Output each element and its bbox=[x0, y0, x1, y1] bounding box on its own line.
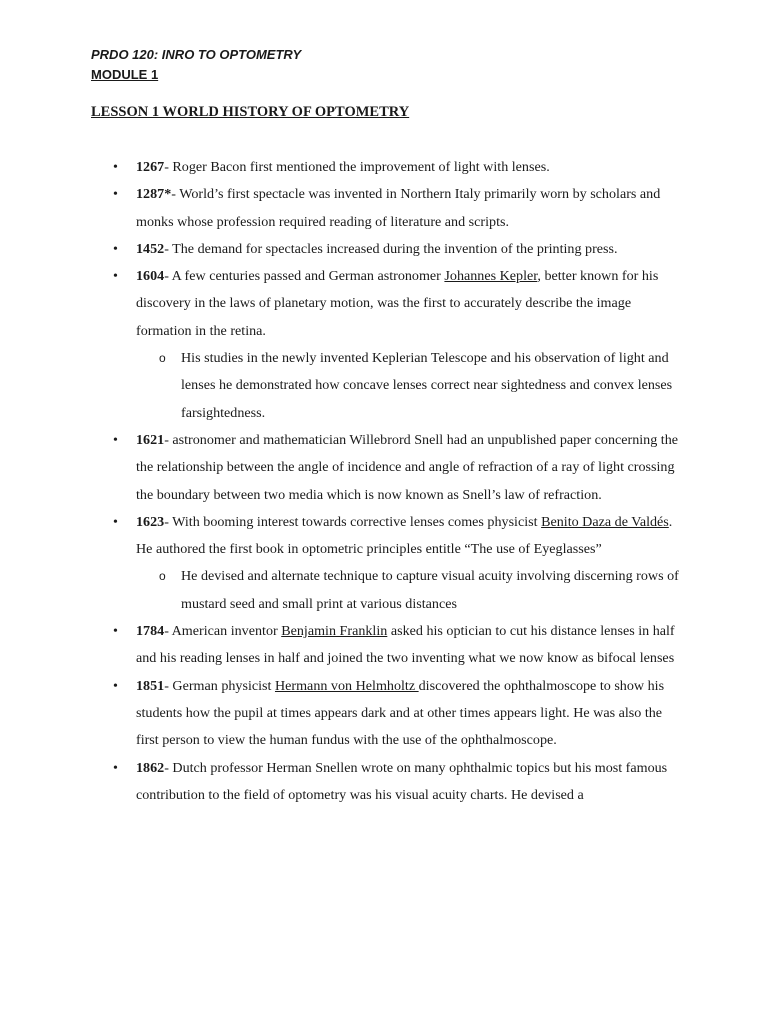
bullet-icon: • bbox=[113, 187, 118, 203]
entry-text-after-link: . He authored the first book in optometric principles entitle “The use of Eyeglasses” bbox=[136, 513, 673, 558]
link-benjamin-franklin[interactable]: Benjamin Franklin bbox=[281, 623, 388, 640]
timeline-entry-1287 bbox=[113, 181, 684, 236]
course-title: PRDO 120: INRO TO OPTOMETRY bbox=[91, 47, 302, 62]
entry-year: 1784 bbox=[136, 623, 165, 640]
timeline-entry-1851 bbox=[113, 673, 684, 755]
entry-text-after-link: , better known for his discovery in the laws of planetary motion, was the first to accurately describe the image formation in the retina. bbox=[136, 268, 659, 339]
bullet-icon: • bbox=[113, 432, 118, 448]
bullet-icon: • bbox=[113, 269, 118, 285]
entry-text-before-link: - German physicist bbox=[164, 677, 275, 694]
bullet-icon: • bbox=[113, 760, 118, 776]
entry-year: 1623 bbox=[136, 513, 165, 530]
timeline-entry-1621 bbox=[113, 427, 684, 509]
entry-year: 1621 bbox=[136, 431, 165, 448]
sub-entry-kepler-telescope bbox=[159, 345, 684, 427]
timeline-entry-1623 bbox=[113, 509, 684, 618]
bullet-icon: • bbox=[113, 624, 118, 640]
entry-text: - astronomer and mathematician Willebrord Snell had an unpublished paper concerning the the relationship between the angle of incidence and angle of refraction of a ray of light crossing the boundary between two media which is now known as Snell’s law of refraction. bbox=[136, 431, 679, 503]
lesson-heading: LESSON 1 WORLD HISTORY OF OPTOMETRY bbox=[91, 104, 410, 120]
entry-year: 1604 bbox=[136, 268, 165, 285]
timeline-entry-1604 bbox=[113, 263, 684, 427]
link-benito-daza-de-valdes[interactable]: Benito Daza de Valdés bbox=[541, 513, 669, 530]
bullet-icon: • bbox=[113, 241, 118, 257]
history-timeline-list bbox=[113, 154, 684, 809]
entry-year: 1851 bbox=[136, 677, 165, 694]
entry-year: 1287* bbox=[136, 186, 172, 203]
timeline-entry-1267 bbox=[113, 154, 684, 181]
sub-entry-text: His studies in the newly invented Keplerian Telescope and his observation of light and lenses he demonstrated how concave lenses correct near sightedness and convex lenses farsightedness. bbox=[181, 350, 673, 421]
entry-text-before-link: - A few centuries passed and German astronomer bbox=[164, 268, 445, 285]
bullet-icon: • bbox=[113, 160, 118, 175]
entry-text: - The demand for spectacles increased during the invention of the printing press. bbox=[164, 240, 618, 257]
timeline-entry-1452 bbox=[113, 236, 684, 263]
entry-text-after-link: asked his optician to cut his distance lenses in half and his reading lenses in half and joined the two inventing what we now know as bifocal lenses bbox=[136, 623, 675, 667]
timeline-entry-1784 bbox=[113, 618, 684, 673]
bullet-icon: • bbox=[113, 678, 118, 694]
entry-year: 1452 bbox=[136, 240, 165, 257]
sub-list bbox=[136, 345, 684, 427]
bullet-icon: • bbox=[113, 514, 118, 530]
entry-text-before-link: - With booming interest towards corrective lenses comes physicist bbox=[164, 513, 542, 530]
sub-bullet-icon: o bbox=[159, 351, 166, 366]
sub-list bbox=[136, 563, 684, 618]
timeline-entry-1862 bbox=[113, 755, 684, 810]
sub-entry-text: He devised and alternate technique to capture visual acuity involving discerning rows of mustard seed and small print at various distances bbox=[181, 568, 679, 612]
entry-text: - Roger Bacon first mentioned the improvement of light with lenses. bbox=[164, 159, 550, 175]
entry-text: - World’s first spectacle was invented in Northern Italy primarily worn by scholars and monks whose profession required reading of literature and scripts. bbox=[136, 186, 661, 230]
sub-entry-visual-acuity-technique bbox=[159, 563, 684, 618]
module-heading: MODULE 1 bbox=[91, 67, 159, 82]
entry-year: 1267 bbox=[136, 159, 165, 175]
link-hermann-von-helmholtz[interactable]: Hermann von Helmholtz bbox=[274, 677, 419, 694]
entry-text: - Dutch professor Herman Snellen wrote on many ophthalmic topics but his most famous contribution to the field of optometry was his visual acuity charts. He devised a bbox=[136, 759, 668, 803]
entry-year: 1862 bbox=[136, 759, 165, 776]
sub-bullet-icon: o bbox=[159, 569, 166, 584]
entry-text-after-link: discovered the ophthalmoscope to show his students how the pupil at times appears dark and at other times appears light. He was also the first person to view the human fundus with the use of the ophthalmoscope. bbox=[136, 677, 665, 749]
link-johannes-kepler[interactable]: Johannes Kepler bbox=[444, 268, 538, 285]
entry-text-before-link: - American inventor bbox=[164, 623, 282, 640]
